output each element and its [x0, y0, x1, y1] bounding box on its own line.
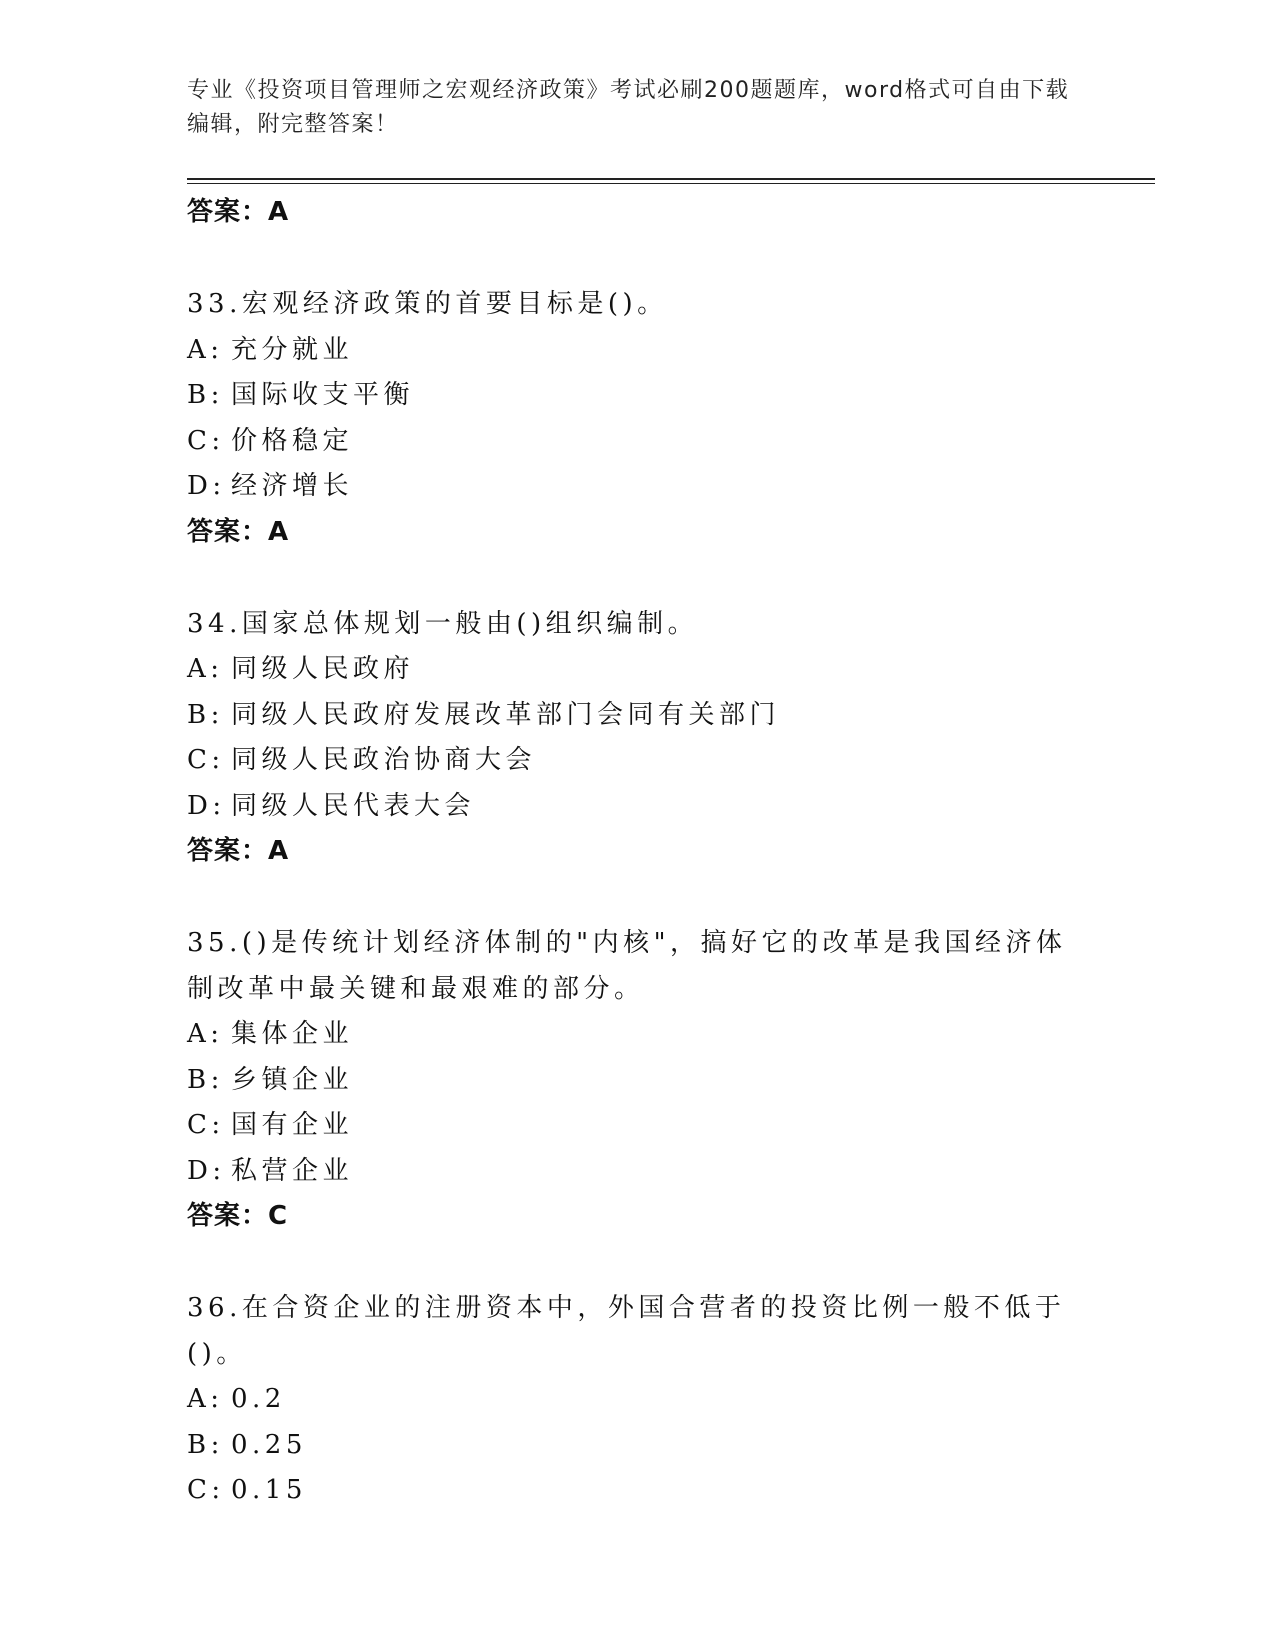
option-key: B: — [187, 1064, 224, 1095]
question-36 — [187, 1286, 1087, 1514]
question-35 — [187, 921, 1087, 1238]
question-34 — [187, 602, 1087, 874]
option-d — [187, 784, 1087, 830]
option-text: 经济增长 — [231, 471, 354, 501]
answer-label: 答案：A — [187, 516, 290, 547]
option-b — [187, 373, 1087, 419]
option-a — [187, 1377, 1087, 1423]
option-text: 私营企业 — [231, 1155, 354, 1186]
question-stem: 33.宏观经济政策的首要目标是()。 — [187, 289, 668, 319]
option-a — [187, 1012, 1087, 1058]
header-rule — [187, 178, 1155, 180]
option-text: 0.15 — [231, 1475, 307, 1505]
option-text: 0.2 — [231, 1384, 286, 1414]
option-key: C: — [187, 1110, 225, 1140]
option-key: A: — [187, 334, 224, 365]
option-c — [187, 1468, 1087, 1514]
question-stem: 36.在合资企业的注册资本中，外国合营者的投资比例一般不低于()。 — [187, 1293, 1066, 1369]
document-header: 专业《投资项目管理师之宏观经济政策》考试必刷200题题库，word格式可自由下载编辑，附完整答案！ — [187, 78, 1070, 137]
option-a — [187, 328, 1087, 374]
option-key: C: — [187, 1475, 225, 1505]
option-text: 价格稳定 — [231, 425, 354, 456]
option-key: A: — [187, 654, 224, 684]
option-c — [187, 419, 1087, 465]
option-key: A: — [187, 1019, 224, 1049]
option-key: D: — [187, 471, 226, 501]
answer-label: 答案：A — [187, 836, 290, 866]
option-text: 国际收支平衡 — [231, 380, 415, 410]
option-c — [187, 1103, 1087, 1149]
option-key: A: — [187, 1384, 224, 1414]
option-text: 同级人民政治协商大会 — [231, 745, 537, 775]
option-text: 国有企业 — [231, 1110, 354, 1140]
question-stem: 35.()是传统计划经济体制的"内核"，搞好它的改革是我国经济体制改革中最关键和最艰难的部分。 — [187, 928, 1067, 1004]
option-key: B: — [187, 1429, 224, 1460]
option-a — [187, 647, 1087, 693]
option-key: D: — [187, 790, 226, 821]
option-b — [187, 1058, 1087, 1104]
option-key: B: — [187, 699, 224, 730]
option-key: C: — [187, 745, 225, 775]
option-text: 充分就业 — [231, 334, 354, 365]
option-text: 同级人民代表大会 — [231, 790, 476, 821]
option-key: D: — [187, 1155, 226, 1186]
option-key: B: — [187, 380, 224, 410]
option-text: 同级人民政府 — [231, 654, 415, 684]
option-d — [187, 1149, 1087, 1195]
question-33 — [187, 282, 1087, 554]
option-c — [187, 738, 1087, 784]
option-text: 同级人民政府发展改革部门会同有关部门 — [231, 699, 781, 730]
option-d — [187, 464, 1087, 510]
question-stem: 34.国家总体规划一般由()组织编制。 — [187, 608, 699, 639]
option-b — [187, 1423, 1087, 1469]
option-key: C: — [187, 425, 225, 456]
header-rule-thin — [187, 183, 1155, 184]
option-text: 集体企业 — [231, 1019, 354, 1049]
answer-label: 答案：A — [187, 197, 290, 227]
option-b — [187, 693, 1087, 739]
question-list — [187, 190, 1087, 1514]
answer-label: 答案：C — [187, 1201, 289, 1231]
option-text: 0.25 — [231, 1429, 307, 1460]
option-text: 乡镇企业 — [231, 1064, 354, 1095]
